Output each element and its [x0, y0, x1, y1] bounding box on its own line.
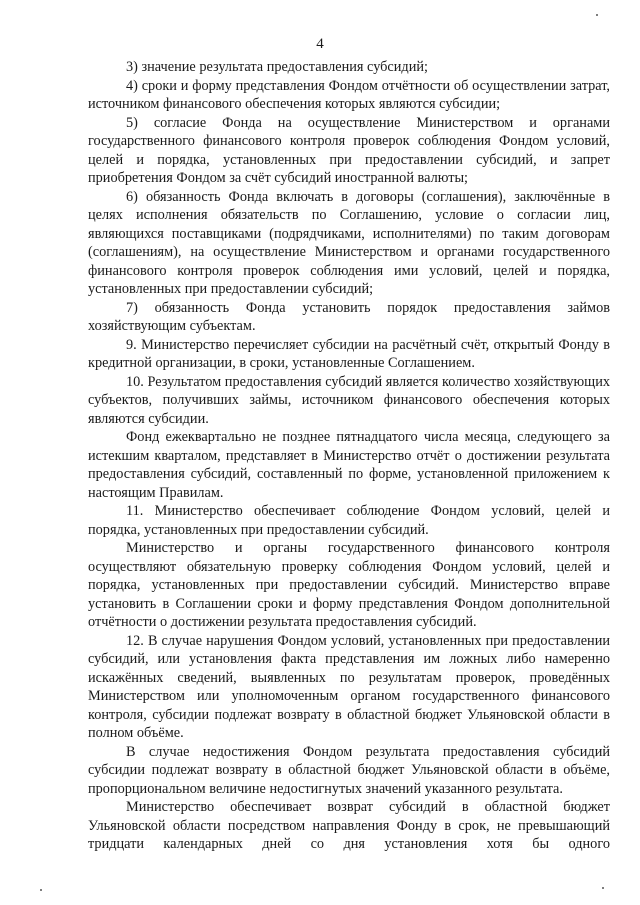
scan-speck	[602, 887, 604, 889]
paragraph-control-check: Министерство и органы государственного финансового контроля осуществляют обязательную проверку соблюдения Фондом условий, целей и порядка, установленных при предоставлении субсидий. Министерство вправе установить в Соглашении сроки и форму представления Фондом дополнительной отчётности о достижении результата предоставления субсидий.	[88, 540, 610, 630]
paragraph-item-3: 3) значение результата предоставления субсидий;	[126, 59, 428, 75]
paragraph-clause-11: 11. Министерство обеспечивает соблюдение Фондом условий, целей и порядка, установленных при предоставлении субсидий.	[88, 503, 610, 538]
paragraph-clause-12: 12. В случае нарушения Фондом условий, установленных при предоставлении субсидий, или установления факта представления им ложных либо намеренно искажённых сведений, выявленных по результатам проверок, проведённых Министерством или уполномоченным органом государственного финансового контроля, субсидии подлежат возврату в областной бюджет Ульяновской области в полном объёме.	[88, 632, 610, 741]
document-body	[88, 58, 610, 854]
paragraph-item-4: 4) сроки и форму представления Фондом отчётности об осуществлении затрат, источником финансового обеспечения которых являются субсидии;	[88, 77, 610, 112]
paragraph-return-procedure: Министерство обеспечивает возврат субсидий в областной бюджет Ульяновской области посредством направления Фонду в срок, не превышающий тридцати календарных дней со дня установления хотя бы одного	[88, 799, 610, 852]
scan-speck	[40, 889, 42, 891]
paragraph-item-7: 7) обязанность Фонда установить порядок предоставления займов хозяйствующим субъектам.	[88, 299, 610, 334]
paragraph-item-5: 5) согласие Фонда на осуществление Министерством и органами государственного финансового контроля проверок соблюдения Фондом условий, целей и порядка, установленных при предоставлении субсидий, и запрет приобретения Фондом за счёт субсидий иностранной валюты;	[88, 114, 610, 186]
paragraph-clause-10: 10. Результатом предоставления субсидий является количество хозяйствующих субъектов, получивших займы, источником финансового обеспечения которых являются субсидии.	[88, 373, 610, 427]
paragraph-clause-9: 9. Министерство перечисляет субсидии на расчётный счёт, открытый Фонду в кредитной организации, в сроки, установленные Соглашением.	[88, 336, 610, 371]
paragraph-item-6: 6) обязанность Фонда включать в договоры (соглашения), заключённые в целях исполнения обязательств по Соглашению, условие о согласии лиц, являющихся поставщиками (подрядчиками, исполнителями) по таким договорам (соглашениям), на осуществление Министерством и органами государственного финансового контроля проверок соблюдения ими условий, целей и порядка, установленных при предоставлении субсидий;	[88, 188, 610, 297]
paragraph-report-requirement: Фонд ежеквартально не позднее пятнадцатого числа месяца, следующего за истекшим кварталом, представляет в Министерство отчёт о достижении результата предоставления субсидий, составленный по форме, установленной приложением к настоящим Правилам.	[88, 429, 610, 501]
page-number: 4	[316, 36, 324, 52]
scan-speck	[596, 14, 598, 16]
paragraph-non-achievement: В случае недостижения Фондом результата предоставления субсидий субсидии подлежат возврату в областной бюджет Ульяновской области в объёме, пропорциональном величине недостигнутых значений указанного результата.	[88, 743, 610, 797]
